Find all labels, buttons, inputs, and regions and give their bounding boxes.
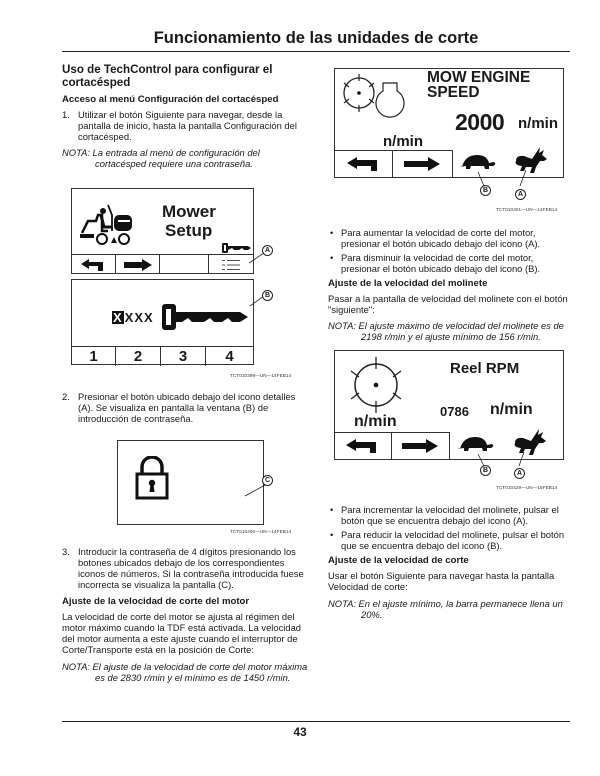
next-button[interactable] bbox=[116, 255, 160, 274]
callout-b-turtle: B bbox=[480, 465, 491, 476]
bullet-glyph: • bbox=[330, 227, 334, 238]
callout-b-turtle: B bbox=[480, 185, 491, 196]
callout-a-rabbit: A bbox=[515, 189, 526, 200]
reel-rpm-screen bbox=[334, 350, 564, 460]
reel-engine-icon bbox=[339, 71, 409, 125]
figure-4-caption: TCT010429—UN—15FEB14 bbox=[496, 485, 558, 490]
subsection-title-cut-speed: Ajuste de la velocidad de corte bbox=[328, 555, 469, 566]
bullet-glyph: • bbox=[330, 252, 334, 263]
bullet-glyph: • bbox=[330, 529, 334, 540]
back-arrow-icon bbox=[347, 157, 381, 171]
back-button[interactable] bbox=[335, 151, 393, 177]
bullet-text: Para reducir la velocidad del molinete, pulsar el botón que se encuentra debajo del icono (B). bbox=[341, 529, 565, 551]
bullet-text: Para disminuir la velocidad de corte del motor, presionar el botón ubicado debajo del icono (B). bbox=[341, 252, 541, 274]
step-text: Utilizar el botón Siguiente para navegar, desde la pantalla de inicio, hasta la pantalla Configuración del cortacésped. bbox=[78, 109, 297, 142]
reel-nav-buttons bbox=[335, 432, 450, 459]
left-column-bottom bbox=[62, 546, 310, 683]
mower-button-row bbox=[72, 254, 253, 274]
callout-a: A bbox=[262, 245, 273, 256]
paragraph-cut-speed: Usar el botón Siguiente para navegar hasta la pantalla Velocidad de corte: bbox=[328, 570, 555, 592]
keypad-button-3[interactable]: 3 bbox=[161, 347, 206, 366]
figure-3-caption: TCT010401—UN—14FEB14 bbox=[496, 207, 558, 212]
key-large-icon bbox=[162, 304, 250, 330]
left-unit-label: n/min bbox=[354, 413, 397, 430]
note-password: NOTA: La entrada al menú de configuración del cortacésped requiere una contraseña. bbox=[62, 147, 260, 169]
step-1 bbox=[62, 109, 310, 142]
keypad-button-4[interactable]: 4 bbox=[225, 348, 234, 365]
step-2-item bbox=[62, 391, 310, 424]
callout-c: C bbox=[262, 475, 273, 486]
page-number: 43 bbox=[293, 725, 307, 739]
paragraph-engine-speed: La velocidad de corte del motor se ajusta al régimen del motor máximo cuando la TDF está activada. La velocidad del motor aumenta a este ajuste cuando el interruptor de Corte/Transporte está en la posición de Corte: bbox=[62, 611, 302, 655]
back-button[interactable] bbox=[335, 433, 392, 459]
details-list-icon bbox=[222, 259, 240, 271]
mower-title-line1: Mower bbox=[162, 202, 216, 221]
mow-engine-title-line1: MOW ENGINE bbox=[427, 69, 531, 86]
bullet-increase-engine bbox=[328, 227, 572, 249]
page-title: Funcionamiento de las unidades de corte bbox=[153, 29, 479, 47]
reel-rpm-title: Reel RPM bbox=[450, 360, 520, 377]
next-arrow-icon bbox=[124, 259, 152, 271]
back-arrow-icon bbox=[81, 259, 107, 271]
subsection-title-reel-speed: Ajuste de la velocidad del molinete bbox=[328, 278, 488, 289]
figure-mower-setup bbox=[62, 188, 312, 368]
keypad-button-2[interactable]: 2 bbox=[116, 347, 161, 366]
right-column-middle bbox=[328, 227, 572, 342]
note-reel-speed-range: NOTA: El ajuste máximo de velocidad del molinete es de 2198 r/min y el ajuste mínimo de 156 r/min. bbox=[328, 320, 564, 342]
step-number: 2. bbox=[62, 391, 70, 402]
engine-nav-buttons bbox=[335, 150, 453, 177]
mower-vehicle-icon bbox=[78, 201, 138, 247]
callout-b: B bbox=[262, 290, 273, 301]
step-3 bbox=[62, 546, 310, 590]
back-arrow-icon bbox=[346, 439, 380, 453]
section-title: Uso de TechControl para configurar el cortacésped bbox=[62, 63, 273, 89]
bullet-text: Para incrementar la velocidad del molinete, pulsar el botón que se encuentra debajo del icono (A). bbox=[341, 504, 559, 526]
footer-rule bbox=[62, 721, 570, 722]
mow-engine-speed-screen bbox=[334, 68, 564, 178]
figure-2-caption: TCT010400—UN—14FEB14 bbox=[230, 529, 292, 534]
header-rule bbox=[62, 51, 570, 52]
keypad-row bbox=[72, 346, 253, 366]
left-unit-label: n/min bbox=[383, 133, 423, 150]
subsection-title-engine-speed: Ajuste de la velocidad de corte del motor bbox=[62, 596, 250, 607]
reel-rpm-unit: n/min bbox=[490, 401, 533, 418]
next-button[interactable] bbox=[393, 151, 451, 177]
keypad-button-1[interactable]: 1 bbox=[72, 347, 116, 366]
next-button[interactable] bbox=[392, 433, 448, 459]
mow-engine-speed-value: 2000 bbox=[455, 109, 505, 135]
lock-icon bbox=[135, 456, 169, 500]
password-entry-screen bbox=[71, 279, 254, 365]
mow-engine-speed-unit: n/min bbox=[518, 115, 558, 132]
bullet-decrease-engine bbox=[328, 252, 572, 274]
password-mask bbox=[112, 310, 154, 325]
reel-icon bbox=[347, 353, 407, 415]
left-column-top bbox=[62, 63, 310, 169]
callout-a-rabbit: A bbox=[514, 468, 525, 479]
bullet-glyph: • bbox=[330, 504, 334, 515]
next-arrow-icon bbox=[402, 439, 438, 453]
paragraph-reel-speed: Pasar a la pantalla de velocidad del molinete con el botón "siguiente": bbox=[328, 293, 568, 315]
figure-1-caption: TCT010399—UN—14FEB14 bbox=[230, 373, 292, 378]
mow-engine-title-line2: SPEED bbox=[427, 84, 480, 101]
bullet-text: Para aumentar la velocidad de corte del motor, presionar el botón ubicado debajo del icono (A). bbox=[341, 227, 541, 249]
step-number: 3. bbox=[62, 546, 70, 557]
bullet-decrease-reel bbox=[328, 529, 572, 551]
bullet-increase-reel bbox=[328, 504, 572, 526]
subsection-title-access-menu: Acceso al menú Configuración del cortacésped bbox=[62, 94, 279, 105]
password-remaining-digits: XXX bbox=[124, 310, 154, 325]
step-text: Introducir la contraseña de 4 dígitos presionando los botones ubicados debajo de los correspondientes iconos de números. Si la contraseña introducida fuese incorrecta se visualiza la pantalla (C). bbox=[78, 546, 304, 590]
reel-rpm-value: 0786 bbox=[440, 404, 469, 419]
password-cursor-digit: X bbox=[113, 310, 123, 325]
step-2 bbox=[62, 391, 310, 424]
step-text: Presionar el botón ubicado debajo del icono detalles (A). Se visualiza en pantalla la ventana (B) de introducción de contraseña. bbox=[78, 391, 296, 424]
step-number: 1. bbox=[62, 109, 70, 120]
next-arrow-icon bbox=[404, 157, 440, 171]
wrong-password-screen bbox=[117, 440, 264, 525]
note-engine-speed-range: NOTA: El ajuste de la velocidad de corte del motor máxima es de 2830 r/min y el mínimo es de 1450 r/min. bbox=[62, 661, 308, 683]
right-column-bottom bbox=[328, 504, 572, 620]
note-cut-speed-minimum: NOTA: En el ajuste mínimo, la barra permanece llena un 20%. bbox=[328, 598, 563, 620]
mower-setup-screen bbox=[71, 188, 254, 274]
mower-title-line2: Setup bbox=[165, 221, 213, 240]
back-button[interactable] bbox=[72, 255, 116, 274]
